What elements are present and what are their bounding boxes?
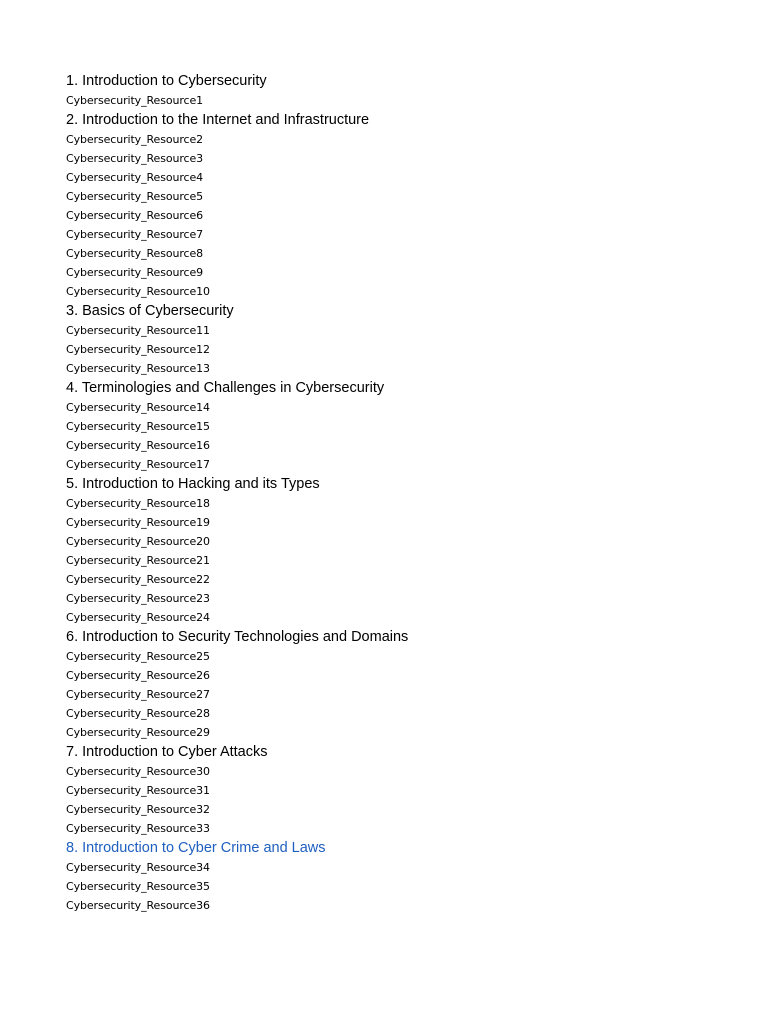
section-block [66, 627, 746, 742]
resource-item: Cybersecurity_Resource4 [66, 171, 204, 184]
resource-item: Cybersecurity_Resource19 [66, 516, 210, 529]
resource-item: Cybersecurity_Resource7 [66, 228, 204, 241]
resource-item: Cybersecurity_Resource3 [66, 152, 204, 165]
resource-item: Cybersecurity_Resource28 [66, 707, 210, 720]
section-list [66, 71, 746, 915]
resource-item: Cybersecurity_Resource36 [66, 899, 210, 912]
section-block [66, 301, 746, 378]
resource-item: Cybersecurity_Resource13 [66, 362, 210, 375]
resource-item: Cybersecurity_Resource11 [66, 324, 210, 337]
resource-item: Cybersecurity_Resource31 [66, 784, 210, 797]
resource-item: Cybersecurity_Resource35 [66, 880, 210, 893]
resource-item: Cybersecurity_Resource30 [66, 765, 210, 778]
resource-item: Cybersecurity_Resource17 [66, 458, 210, 471]
resource-item: Cybersecurity_Resource14 [66, 401, 210, 414]
resource-item: Cybersecurity_Resource18 [66, 497, 210, 510]
resource-item: Cybersecurity_Resource21 [66, 554, 210, 567]
section-heading: 4. Terminologies and Challenges in Cybersecurity [66, 380, 385, 396]
resource-item: Cybersecurity_Resource24 [66, 611, 210, 624]
resource-item: Cybersecurity_Resource25 [66, 650, 210, 663]
resource-item: Cybersecurity_Resource20 [66, 535, 210, 548]
section-heading: 7. Introduction to Cyber Attacks [66, 744, 268, 760]
resource-item: Cybersecurity_Resource10 [66, 285, 210, 298]
document-page [66, 71, 746, 915]
section-heading[interactable]: 8. Introduction to Cyber Crime and Laws [66, 840, 326, 856]
resource-item: Cybersecurity_Resource34 [66, 861, 210, 874]
resource-item: Cybersecurity_Resource1 [66, 94, 204, 107]
section-heading: 1. Introduction to Cybersecurity [66, 73, 267, 89]
section-heading: 2. Introduction to the Internet and Infrastructure [66, 112, 370, 128]
section-block [66, 378, 746, 474]
resource-item: Cybersecurity_Resource2 [66, 133, 204, 146]
resource-item: Cybersecurity_Resource9 [66, 266, 204, 279]
resource-item: Cybersecurity_Resource12 [66, 343, 210, 356]
section-heading: 3. Basics of Cybersecurity [66, 303, 234, 319]
section-block [66, 474, 746, 627]
section-block [66, 742, 746, 838]
section-block [66, 838, 746, 915]
section-block [66, 71, 746, 110]
resource-item: Cybersecurity_Resource5 [66, 190, 204, 203]
resource-item: Cybersecurity_Resource32 [66, 803, 210, 816]
resource-item: Cybersecurity_Resource8 [66, 247, 204, 260]
resource-item: Cybersecurity_Resource26 [66, 669, 210, 682]
resource-item: Cybersecurity_Resource15 [66, 420, 210, 433]
resource-item: Cybersecurity_Resource23 [66, 592, 210, 605]
resource-item: Cybersecurity_Resource22 [66, 573, 210, 586]
resource-item: Cybersecurity_Resource16 [66, 439, 210, 452]
section-heading: 6. Introduction to Security Technologies and Domains [66, 629, 409, 645]
section-heading: 5. Introduction to Hacking and its Types [66, 476, 320, 492]
section-block [66, 110, 746, 301]
resource-item: Cybersecurity_Resource29 [66, 726, 210, 739]
resource-item: Cybersecurity_Resource27 [66, 688, 210, 701]
resource-item: Cybersecurity_Resource33 [66, 822, 210, 835]
resource-item: Cybersecurity_Resource6 [66, 209, 204, 222]
